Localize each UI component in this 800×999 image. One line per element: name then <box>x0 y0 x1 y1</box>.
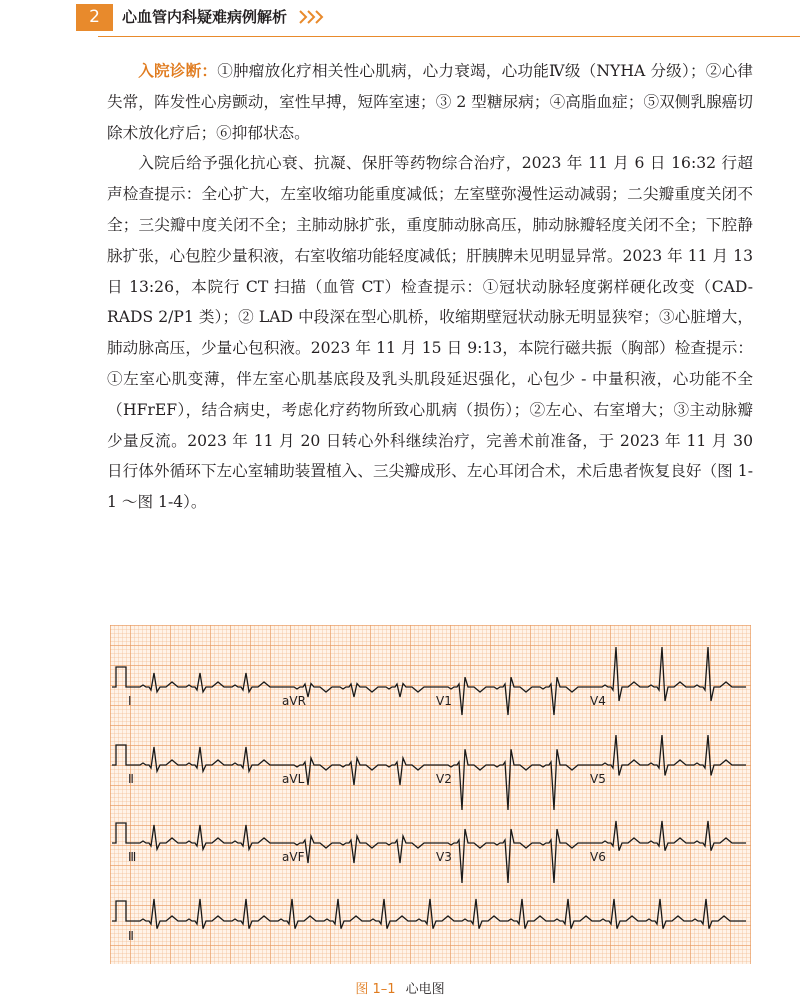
trace-aVL <box>284 758 438 785</box>
ecg-figure <box>110 625 751 964</box>
lead-label-V2: V2 <box>436 772 452 786</box>
figure-caption <box>0 978 800 997</box>
trace-II-rhythm <box>130 899 746 929</box>
body-text <box>107 56 753 518</box>
calibration-pulse-row-3 <box>112 823 130 843</box>
figure-number: 图 1–1 <box>355 982 396 997</box>
trace-V1 <box>438 677 592 715</box>
lead-label-II: Ⅱ <box>128 772 134 786</box>
calibration-pulse-row-1 <box>112 667 130 687</box>
lead-label-V1: V1 <box>436 694 452 708</box>
lead-label-aVL: aVL <box>282 772 305 786</box>
page-number: 2 <box>76 4 113 31</box>
trace-V2 <box>438 749 592 810</box>
trace-I <box>130 673 284 692</box>
trace-V5 <box>592 735 746 776</box>
header-rule <box>98 36 800 37</box>
lead-label-aVR: aVR <box>282 694 306 708</box>
trace-III <box>130 825 284 849</box>
lead-label-I: Ⅰ <box>128 694 132 708</box>
diagnosis-paragraph <box>107 56 753 148</box>
lead-label-V4: V4 <box>590 694 606 708</box>
lead-label-II-rhythm: Ⅱ <box>128 929 134 943</box>
calibration-pulse-rhythm <box>112 901 130 921</box>
lead-label-V5: V5 <box>590 772 606 786</box>
trace-aVF <box>284 836 438 863</box>
figure-title: 心电图 <box>405 982 445 997</box>
diagnosis-label: 入院诊断： <box>138 62 218 80</box>
ecg-traces <box>110 625 751 964</box>
chevrons-icon <box>298 9 324 25</box>
page-header <box>0 0 800 36</box>
trace-aVR <box>284 684 438 698</box>
trace-V4 <box>592 647 746 701</box>
lead-label-III: Ⅲ <box>128 850 137 864</box>
trace-V6 <box>592 821 746 851</box>
lead-label-V6: V6 <box>590 850 606 864</box>
calibration-pulse-row-2 <box>112 745 130 765</box>
treatment-paragraph: 入院后给予强化抗心衰、抗凝、保肝等药物综合治疗，2023 年 11 月 6 日 16:32 行超声检查提示：全心扩大，左室收缩功能重度减低；左室壁弥漫性运动减弱；二尖瓣重度关闭不全；三尖瓣中度关闭不全；主肺动脉扩张，重度肺动脉高压，肺动脉瓣轻度关闭不全；下腔静脉扩张，心包腔少量积液，右室收缩功能轻度减低；肝胰脾未见明显异常。2023 年 11 月 13 日 13:26，本院行 CT 扫描（血管 CT）检查提示：①冠状动脉轻度粥样硬化改变（CAD-RADS 2/P1 类）；② LAD 中段深在型心肌桥，收缩期壁冠状动脉无明显狭窄；③心脏增大，肺动脉高压，少量心包积液。2023 年 11 月 15 日 9:13，本院行磁共振（胸部）检查提示：①左室心肌变薄，伴左室心肌基底段及乳头肌段延迟强化，心包少 - 中量积液，心功能不全（HFrEF），结合病史，考虑化疗药物所致心肌病（损伤）；②左心、右室增大；③主动脉瓣少量反流。2023 年 11 月 20 日转心外科继续治疗，完善术前准备，于 2023 年 11 月 30 日行体外循环下左心室辅助装置植入、三尖瓣成形、左心耳闭合术，术后患者恢复良好（图 1-1 ～图 1-4）。 <box>107 154 753 512</box>
trace-V3 <box>438 829 592 883</box>
lead-label-aVF: aVF <box>282 850 305 864</box>
diagnosis-text: ①肿瘤放化疗相关性心肌病，心力衰竭，心功能Ⅳ级（NYHA 分级）；②心律失常，阵发性心房颤动，室性早搏，短阵室速；③ 2 型糖尿病；④高脂血症；⑤双侧乳腺癌切除术放化疗后；⑥抑郁状态。 <box>107 62 753 142</box>
lead-label-V3: V3 <box>436 850 452 864</box>
trace-II <box>130 747 284 771</box>
running-title: 心血管内科疑难病例解析 <box>122 8 288 26</box>
